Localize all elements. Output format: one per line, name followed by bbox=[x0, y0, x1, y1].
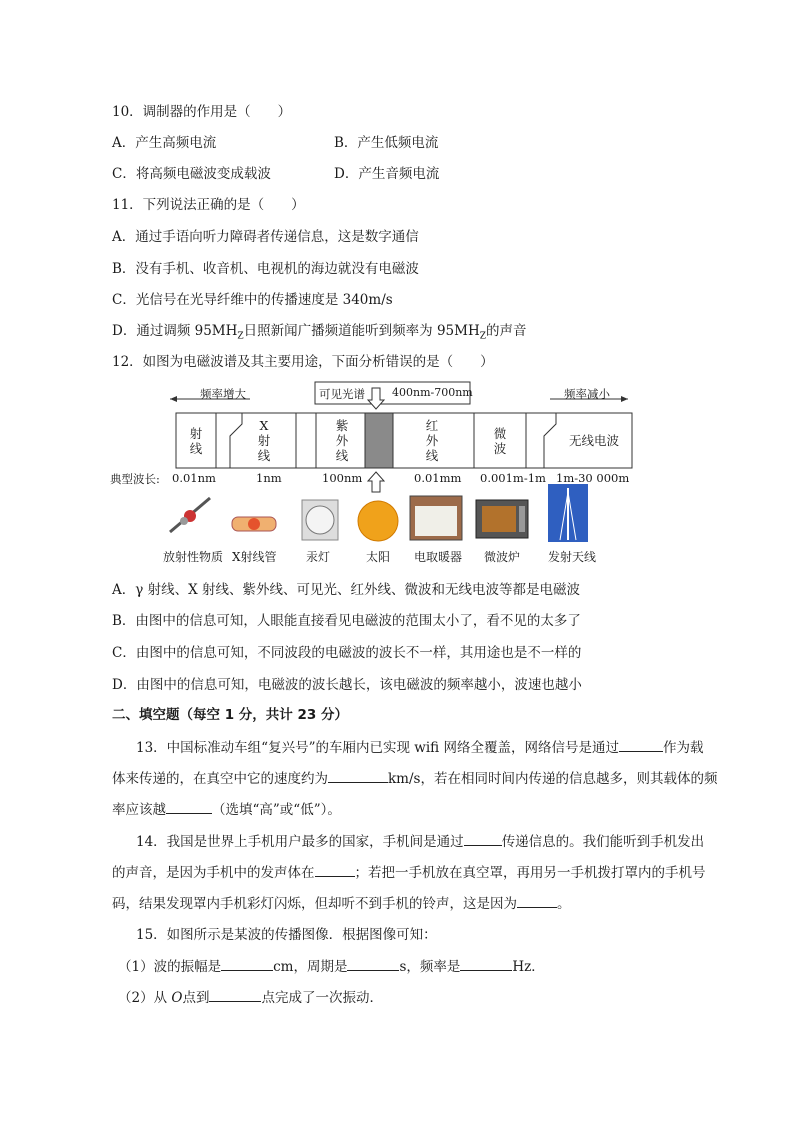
q12-option-b: B．由图中的信息可知，人眼能直接看见电磁波的范围太小了，看不见的太多了 bbox=[112, 613, 581, 629]
mercury-lamp-icon bbox=[302, 500, 338, 540]
wavelength-label: 典型波长: bbox=[110, 472, 160, 486]
band-radio: 无线电波 bbox=[568, 433, 619, 448]
wavelength-infrared: 0.01mm bbox=[414, 471, 462, 485]
band-uv: 紫 外 线 bbox=[335, 418, 349, 463]
q15-blank-point[interactable] bbox=[209, 987, 261, 1002]
caption-mercury-lamp: 汞灯 bbox=[306, 550, 331, 564]
band-infrared: 红 外 线 bbox=[425, 418, 439, 463]
q10-option-d: D．产生音频电流 bbox=[334, 166, 440, 182]
q13-blank-3[interactable] bbox=[166, 799, 212, 814]
q11-option-b: B．没有手机、收音机、电视机的海边就没有电磁波 bbox=[112, 261, 419, 277]
caption-heater: 电取暖器 bbox=[414, 550, 463, 564]
q15-blank-amplitude[interactable] bbox=[221, 956, 273, 971]
caption-antenna: 发射天线 bbox=[548, 550, 597, 564]
electric-heater-icon bbox=[410, 496, 462, 540]
caption-radioactive: 放射性物质 bbox=[163, 550, 224, 564]
q14-line1: 14．我国是世界上手机用户最多的国家，手机间是通过 传递信息的。我们能听到手机发出 bbox=[136, 831, 704, 852]
q11-option-a: A．通过手语向听力障碍者传递信息，这是数字通信 bbox=[112, 229, 419, 245]
spectrum-figure bbox=[110, 380, 650, 570]
microwave-oven-icon bbox=[476, 500, 528, 538]
q12-option-a: A．γ 射线、X 射线、紫外线、可见光、红外线、微波和无线电波等都是电磁波 bbox=[112, 582, 581, 598]
radioactive-source-icon bbox=[170, 498, 210, 532]
q13-line2: 体来传递的，在真空中它的速度约为 km/s，若在相同时间内传递的信息越多，则其载体的频 bbox=[112, 768, 717, 789]
band-xray: X 射 线 bbox=[257, 418, 271, 463]
q10-option-b: B．产生低频电流 bbox=[334, 135, 439, 151]
q15-blank-frequency[interactable] bbox=[460, 956, 512, 971]
wavelength-uv: 100nm bbox=[322, 471, 363, 485]
q11-option-c: C．光信号在光导纤维中的传播速度是 340m/s bbox=[112, 292, 393, 308]
q13-line1: 13．中国标准动车组“复兴号”的车厢内已实现 wifi 网络全覆盖，网络信号是通过 作为载 bbox=[136, 737, 703, 758]
q11-option-d: D．通过调频 $95MH_Z$日照新闻广播频道能听到频率为 $95MH_Z$的声音 bbox=[112, 323, 527, 342]
band-gamma: 射 线 bbox=[189, 426, 203, 456]
q15-part1: （1）波的振幅是 cm，周期是 s，频率是 Hz． bbox=[118, 956, 545, 977]
q15-stem: 15．如图所示是某波的传播图像．根据图像可知： bbox=[136, 927, 437, 943]
q14-blank-1[interactable] bbox=[464, 831, 502, 846]
q14-blank-2[interactable] bbox=[315, 862, 355, 877]
q14-line3: 码，结果发现罩内手机彩灯闪烁，但却听不到手机的铃声，这是因为 。 bbox=[112, 893, 571, 914]
visible-spectrum-label: 可见光谱 bbox=[319, 387, 365, 401]
wavelength-radio: 1m-30 000m bbox=[556, 471, 630, 485]
q15-part2: （2）从 O点到 点完成了一次振动． bbox=[118, 987, 383, 1008]
q13-blank-1[interactable] bbox=[619, 737, 663, 752]
band-microwave: 微 波 bbox=[493, 426, 507, 456]
section-fill-in-title: 二、填空题（每空 1 分，共计 23 分） bbox=[112, 707, 348, 723]
caption-microwave: 微波炉 bbox=[484, 550, 521, 564]
q12-option-d: D．由图中的信息可知，电磁波的波长越长，该电磁波的频率越小，波速也越小 bbox=[112, 677, 582, 693]
q14-line2: 的声音，是因为手机中的发声体在 ；若把一手机放在真空罩，再用另一手机拨打罩内的手机号 bbox=[112, 862, 706, 883]
freq-increase-label: 频率增大 bbox=[200, 387, 246, 401]
antenna-icon bbox=[548, 484, 588, 542]
visible-range-label: 400nm-700nm bbox=[392, 386, 473, 399]
wavelength-gamma: 0.01nm bbox=[172, 471, 216, 485]
caption-xray-tube: X射线管 bbox=[232, 550, 277, 564]
wavelength-microwave: 0.001m-1m bbox=[480, 471, 546, 485]
q10-option-c: C．将高频电磁波变成载波 bbox=[112, 166, 271, 182]
q12-option-c: C．由图中的信息可知，不同波段的电磁波的波长不一样，其用途也是不一样的 bbox=[112, 645, 582, 661]
q13-line3: 率应该越 （选填“高”或“低”）。 bbox=[112, 799, 341, 820]
q10-stem: 10．调制器的作用是（ ） bbox=[112, 104, 292, 120]
q10-option-a: A．产生高频电流 bbox=[112, 135, 217, 151]
q14-blank-3[interactable] bbox=[517, 893, 557, 908]
q12-stem: 12．如图为电磁波谱及其主要用途，下面分析错误的是（ ） bbox=[112, 354, 494, 370]
q11-stem: 11．下列说法正确的是（ ） bbox=[112, 197, 305, 213]
xray-tube-icon bbox=[232, 517, 276, 531]
sun-icon bbox=[358, 501, 398, 541]
freq-decrease-label: 频率减小 bbox=[564, 387, 610, 401]
q13-blank-2[interactable] bbox=[328, 768, 388, 783]
q15-blank-period[interactable] bbox=[347, 956, 399, 971]
wavelength-xray: 1nm bbox=[256, 471, 282, 485]
caption-sun: 太阳 bbox=[366, 550, 391, 564]
